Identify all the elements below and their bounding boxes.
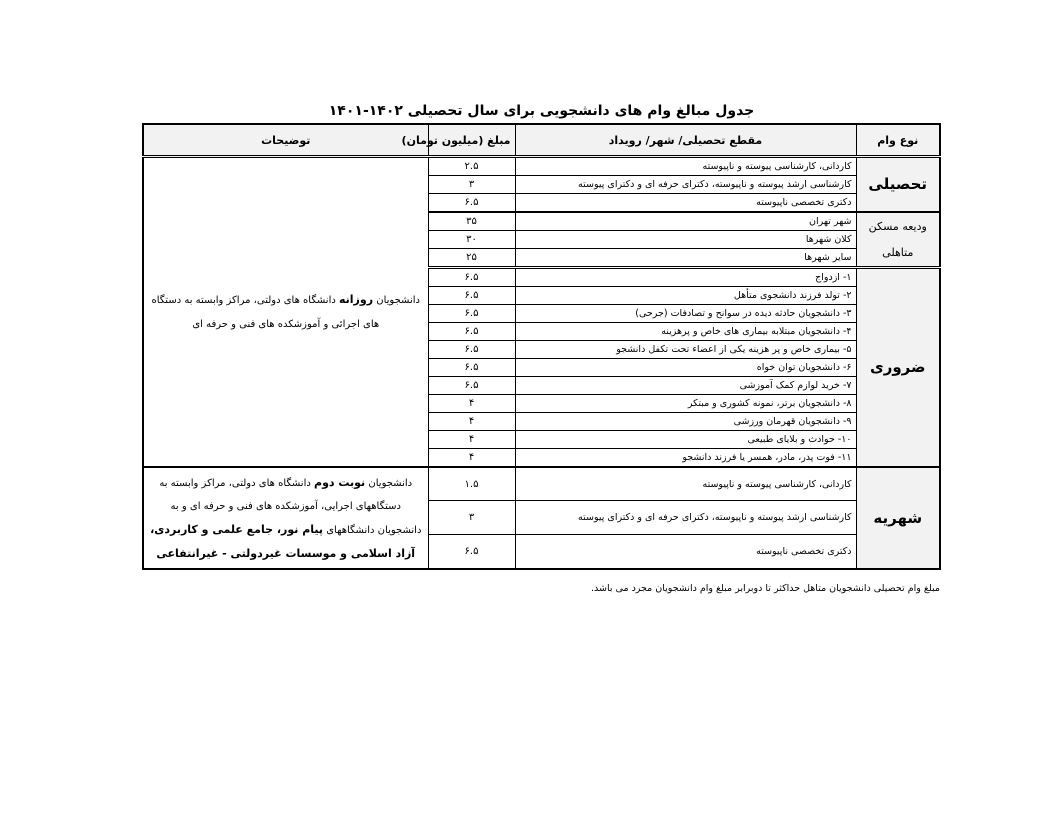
- notes-bold: روزانه: [338, 292, 374, 306]
- row-item: ۱- ازدواج: [515, 268, 856, 287]
- row-item: ۸- دانشجویان برتر، نمونه کشوری و مبتکر: [515, 395, 856, 413]
- table-row: [143, 157, 940, 176]
- row-amount: ۳: [428, 501, 515, 535]
- row-item: ۲- تولد فرزند دانشجوی متأهل: [515, 287, 856, 305]
- header-amount: مبلغ (میلیون تومان): [428, 124, 515, 157]
- notes2-prefix: دانشجویان: [368, 477, 413, 489]
- row-amount: ۳۵: [428, 212, 515, 231]
- row-amount: ۲.۵: [428, 157, 515, 176]
- header-notes: توضیحات: [143, 124, 428, 157]
- category-vadie: ودیعه مسکن متاهلی: [856, 212, 940, 268]
- row-amount: ۶.۵: [428, 359, 515, 377]
- row-amount: ۶.۵: [428, 377, 515, 395]
- notes2-bold2: پیام نور، جامع علمی و کاربردی، آزاد اسلامی و موسسات غیردولتی - غیرانتفاعی: [150, 522, 416, 560]
- notes-daytime: [143, 157, 428, 468]
- row-amount: ۶.۵: [428, 341, 515, 359]
- row-amount: ۴: [428, 449, 515, 468]
- row-amount: ۱.۵: [428, 467, 515, 501]
- footnote: مبلغ وام تحصیلی دانشجویان متاهل حداکثر تا دوبرابر مبلغ وام دانشجویان مجرد می باشد.: [591, 583, 940, 594]
- row-amount: ۴: [428, 413, 515, 431]
- row-item: ۶- دانشجویان توان خواه: [515, 359, 856, 377]
- row-item: کاردانی، کارشناسی پیوسته و ناپیوسته: [515, 467, 856, 501]
- row-item: ۳- دانشجویان حادثه دیده در سوانح و تصادفات (جرحی): [515, 305, 856, 323]
- row-amount: ۴: [428, 395, 515, 413]
- category-zaruri: ضروری: [856, 268, 940, 468]
- row-amount: ۶.۵: [428, 194, 515, 213]
- row-item: کلان شهرها: [515, 231, 856, 249]
- notes-suffix: دانشگاه های دولتی، مراکز وابسته به دستگاه های اجرائی و آموزشکده های فنی و حرفه ای: [151, 294, 380, 330]
- row-amount: ۴: [428, 431, 515, 449]
- row-amount: ۳۰: [428, 231, 515, 249]
- notes2-bold1: نوبت دوم: [314, 475, 366, 489]
- row-item: کاردانی، کارشناسی پیوسته و ناپیوسته: [515, 157, 856, 176]
- row-amount: ۲۵: [428, 249, 515, 268]
- row-amount: ۶.۵: [428, 305, 515, 323]
- category-tahsili: تحصیلی: [856, 157, 940, 213]
- header-loan-type: نوع وام: [856, 124, 940, 157]
- row-item: ۷- خرید لوازم کمک آموزشی: [515, 377, 856, 395]
- row-item: ۹- دانشجویان قهرمان ورزشی: [515, 413, 856, 431]
- row-amount: ۶.۵: [428, 535, 515, 570]
- row-item: کارشناسی ارشد پیوسته و ناپیوسته، دکترای حرفه ای و دکترای پیوسته: [515, 176, 856, 194]
- row-item: دکتری تخصصی ناپیوسته: [515, 194, 856, 213]
- notes2-middle: دانشگاه های دولتی، مراکز وابسته به دستگاههای اجرایی، آموزشکده های فنی و حرفه ای و به دانشجویان دانشگاههای: [159, 477, 422, 536]
- row-item: شهر تهران: [515, 212, 856, 231]
- row-amount: ۶.۵: [428, 323, 515, 341]
- row-item: دکتری تخصصی ناپیوسته: [515, 535, 856, 570]
- notes-evening: [143, 467, 428, 569]
- table-header-row: [143, 124, 940, 157]
- row-item: ۴- دانشجویان مبتلابه بیماری های خاص و پرهزینه: [515, 323, 856, 341]
- row-amount: ۶.۵: [428, 287, 515, 305]
- category-shahrie: شهریه: [856, 467, 940, 569]
- header-level: مقطع تحصیلی/ شهر/ رویداد: [515, 124, 856, 157]
- row-amount: ۳: [428, 176, 515, 194]
- row-amount: ۶.۵: [428, 268, 515, 287]
- row-item: ۵- بیماری خاص و پر هزینه یکی از اعضاء تحت تکفل دانشجو: [515, 341, 856, 359]
- row-item: ۱۰- حوادث و بلایای طبیعی: [515, 431, 856, 449]
- notes-prefix: دانشجویان: [376, 294, 420, 306]
- table-row: [143, 467, 940, 501]
- row-item: ۱۱- فوت پدر، مادر، همسر یا فرزند دانشجو: [515, 449, 856, 468]
- row-item: سایر شهرها: [515, 249, 856, 268]
- row-item: کارشناسی ارشد پیوسته و ناپیوسته، دکترای حرفه ای و دکترای پیوسته: [515, 501, 856, 535]
- page-title: جدول مبالغ وام های دانشجویی برای سال تحصیلی ۱۴۰۲-۱۴۰۱: [328, 103, 755, 119]
- loan-amounts-table: [142, 123, 941, 570]
